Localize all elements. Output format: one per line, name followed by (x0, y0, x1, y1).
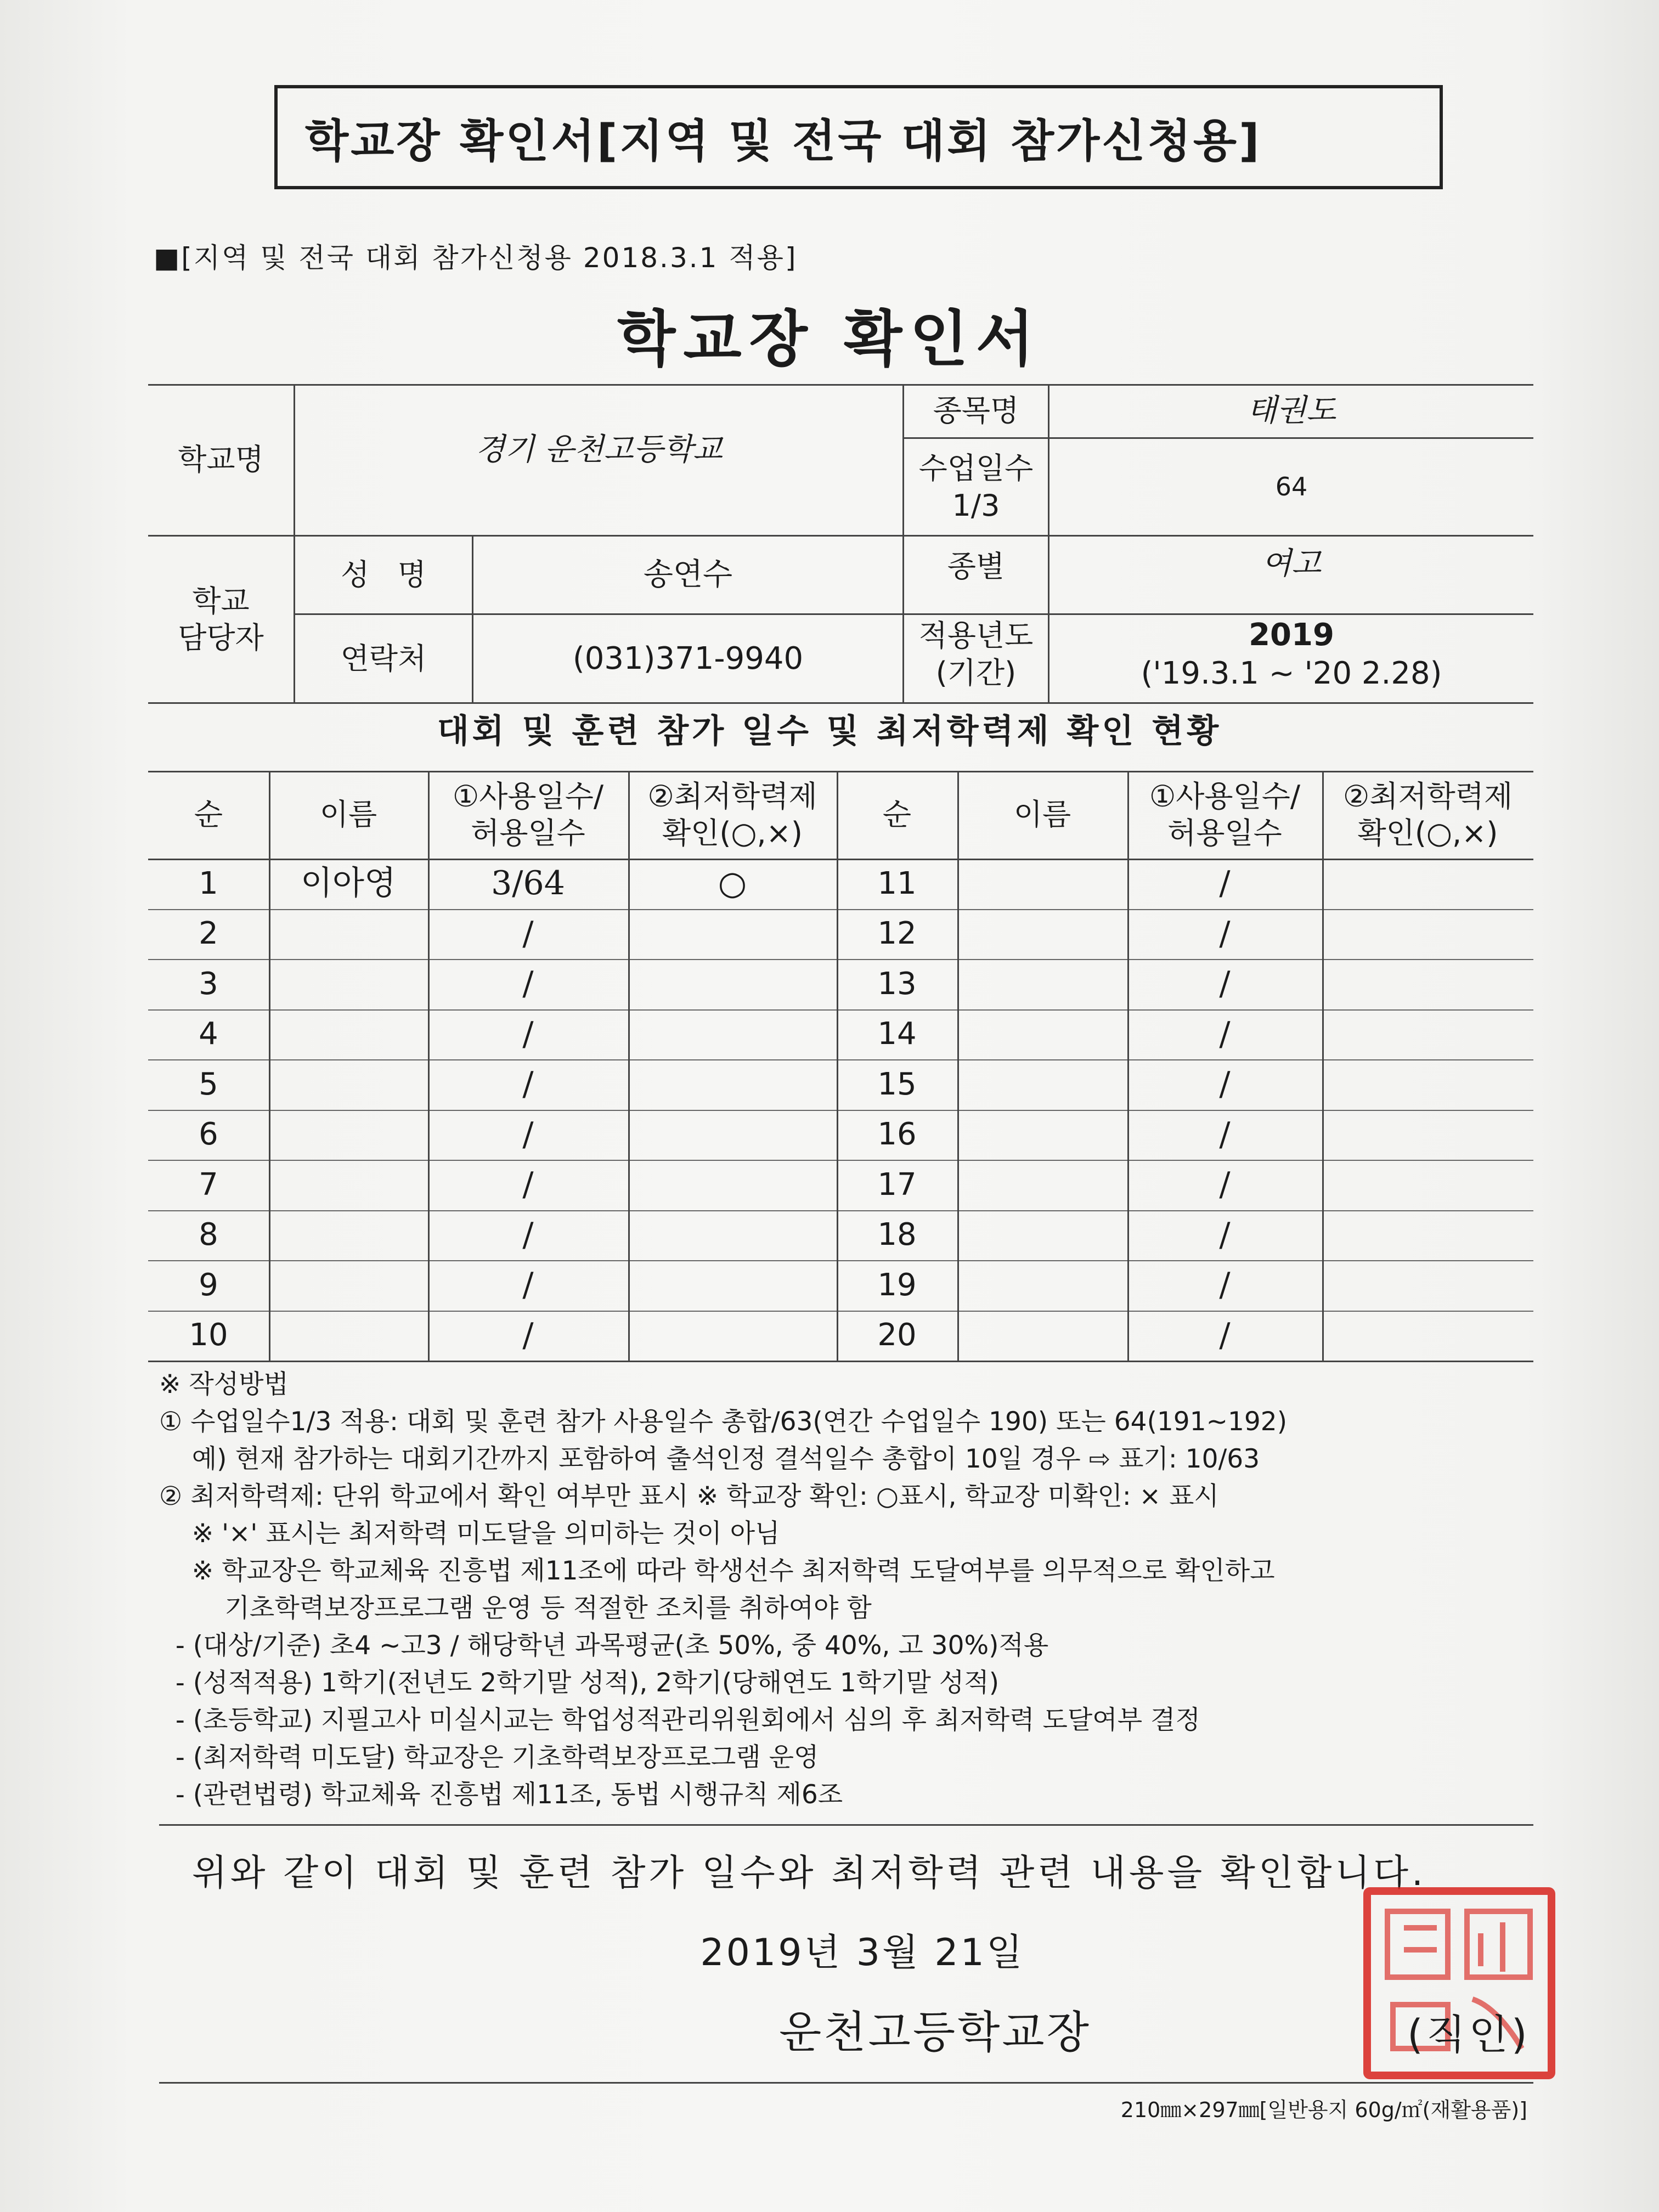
note-line: ※ '×' 표시는 최저학력 미도달을 의미하는 것이 아님 (159, 1519, 780, 1549)
manager-label-line2: 담당자 (178, 620, 264, 655)
table-cell-no: 5 (199, 1066, 218, 1102)
table-cell-check (1322, 959, 1533, 1009)
table-cell-no: 7 (199, 1166, 218, 1203)
table-header-line: 확인(○,×) (1357, 816, 1498, 850)
note-line: - (최저학력 미도달) 학교장은 기초학력보장프로그램 운영 (159, 1742, 819, 1773)
table-cell-check (1322, 1110, 1533, 1160)
table-cell-name (957, 1009, 1127, 1060)
event-label: 종목명 (933, 393, 1019, 428)
table-header-line: ②최저학력제 (647, 778, 817, 814)
table-cell-days: / (522, 964, 534, 1003)
table-cell-name (957, 1160, 1127, 1210)
school-label: 학교명 (178, 442, 264, 477)
table-cell-no: 4 (199, 1016, 218, 1052)
name-label: 성 명 (341, 557, 426, 592)
table-cell-name (957, 909, 1127, 960)
note-line: ① 수업일수1/3 적용: 대회 및 훈련 참가 사용일수 총합/63(연간 수업일수 190) 또는 64(191~192) (159, 1407, 1288, 1437)
table-cell-days: / (1219, 964, 1231, 1003)
year-label-line2: (기간) (935, 655, 1017, 690)
table-header-line: 허용일수 (1167, 816, 1282, 850)
table-cell-name (269, 909, 428, 960)
notes-heading: ※ 작성방법 (159, 1369, 289, 1400)
main-title: 학교장 확인서 (617, 304, 1042, 374)
table-header-line: ①사용일수/ (452, 778, 604, 814)
table-cell-check (628, 1260, 837, 1311)
table-cell-check (628, 1110, 837, 1160)
table-cell-no: 11 (877, 865, 917, 901)
note-line: - (성적적용) 1학기(전년도 2학기말 성적), 2학기(당해연도 1학기말 성적) (159, 1668, 1000, 1698)
paper-spec: 210㎜×297㎜[일반용지 60g/㎡(재활용품)] (1120, 2098, 1527, 2122)
table-cell-days: / (1219, 864, 1231, 903)
table-cell-check (628, 959, 837, 1009)
table-cell-no: 12 (877, 916, 917, 952)
table-cell-days: / (522, 1165, 534, 1204)
table-header-check (1322, 771, 1533, 859)
issue-date: 2019년 3월 21일 (700, 1931, 1025, 1974)
note-line: - (대상/기준) 초4 ~고3 / 해당학년 과목평균(초 50%, 중 40%, 고 30%)적용 (159, 1630, 1049, 1661)
table-cell-no: 10 (189, 1317, 228, 1353)
days-label (904, 439, 1048, 535)
info-rule (148, 702, 1533, 704)
table-cell-no: 13 (877, 966, 917, 1002)
form-tag: ■[지역 및 전국 대회 참가신청용 2018.3.1 적용] (154, 242, 798, 274)
table-cell-no: 14 (877, 1016, 917, 1052)
table-header-check (628, 771, 837, 859)
table-cell-check (1322, 1059, 1533, 1110)
writing-instructions (159, 1366, 1542, 1814)
seal-label: (직인) (1407, 2011, 1531, 2058)
table-cell-check (628, 1210, 837, 1261)
confirmation-statement: 위와 같이 대회 및 훈련 참가 일수와 최저학력 관련 내용을 확인합니다. (192, 1852, 1426, 1894)
table-cell-name (269, 1009, 428, 1060)
table-cell-days: / (522, 1316, 534, 1355)
table-cell-no: 6 (199, 1116, 218, 1153)
table-header-days (1127, 771, 1322, 859)
table-cell-no: 15 (877, 1066, 917, 1102)
table-header-line: 확인(○,×) (662, 816, 803, 850)
table-header-line: 허용일수 (471, 816, 585, 850)
table-cell-name (269, 1160, 428, 1210)
table-cell-check (628, 1311, 837, 1361)
table-cell-no: 3 (199, 966, 218, 1002)
table-cell-name (269, 1260, 428, 1311)
table-header-name: 이름 (1013, 797, 1071, 832)
table-cell-name (269, 959, 428, 1009)
year-label (904, 606, 1048, 702)
contact-label: 연락처 (340, 641, 427, 676)
note-line: ※ 학교장은 학교체육 진흥법 제11조에 따라 학생선수 최저학력 도달여부를 의무적으로 확인하고 (159, 1556, 1275, 1586)
table-cell-name (957, 1110, 1127, 1160)
table-rule (148, 1361, 1533, 1362)
table-cell-name (957, 1059, 1127, 1110)
table-cell-check (1322, 1311, 1533, 1361)
table-cell-no: 8 (199, 1217, 218, 1253)
table-cell-days: / (522, 1014, 534, 1053)
table-cell-days: / (1219, 1266, 1231, 1305)
table-cell-days: / (1219, 1014, 1231, 1053)
table-cell-days: / (1219, 914, 1231, 953)
note-line: 기초학력보장프로그램 운영 등 적절한 조치를 취하여야 함 (159, 1593, 872, 1623)
table-cell-check (1322, 859, 1533, 909)
table-cell-days: / (522, 914, 534, 953)
table-cell-no: 19 (877, 1267, 917, 1303)
school-value: 경기 운천고등학교 (475, 432, 723, 467)
table-cell-days: / (1219, 1165, 1231, 1204)
table-header-line: ①사용일수/ (1149, 778, 1301, 814)
footer-rule (159, 1824, 1533, 1826)
table-cell-days: / (1219, 1215, 1231, 1254)
note-line: 예) 현재 참가하는 대회기간까지 포함하여 출석인정 결석일수 총합이 10일 경우 ⇨ 표기: 10/63 (159, 1444, 1260, 1474)
type-label: 종별 (947, 549, 1005, 584)
event-value: 태권도 (1246, 392, 1336, 428)
table-cell-check (1322, 1260, 1533, 1311)
manager-label (148, 537, 294, 702)
table-header-no: 순 (194, 797, 223, 832)
table-cell-name (957, 859, 1127, 909)
table-cell-no: 18 (877, 1217, 917, 1253)
principal-title: 운천고등학교장 (779, 2007, 1091, 2058)
days-value: 64 (1275, 471, 1308, 501)
table-cell-check (628, 1160, 837, 1210)
table-cell-check (1322, 1210, 1533, 1261)
year-value (1049, 606, 1533, 702)
table-cell-name (957, 1260, 1127, 1311)
form-title-box: 학교장 확인서[지역 및 전국 대회 참가신청용] (274, 85, 1443, 189)
manager-label-line1: 학교 (192, 583, 250, 618)
table-cell-days: / (1219, 1115, 1231, 1154)
table-header-no: 순 (882, 797, 912, 832)
table-cell-days: / (522, 1065, 534, 1104)
table-header-line: ②최저학력제 (1342, 778, 1513, 814)
table-cell-days: / (522, 1115, 534, 1154)
table-cell-days: / (522, 1266, 534, 1305)
table-cell-check (1322, 1009, 1533, 1060)
table-cell-name: 이아영 (301, 864, 396, 903)
table-cell-name (269, 1059, 428, 1110)
table-cell-no: 20 (877, 1317, 917, 1353)
days-label-line1: 수업일수 (918, 451, 1034, 486)
table-cell-name (269, 1210, 428, 1261)
table-cell-days: 3/64 (491, 864, 565, 903)
table-cell-name (269, 1311, 428, 1361)
table-cell-check (628, 909, 837, 960)
table-cell-no: 1 (199, 865, 218, 901)
note-line: ② 최저학력제: 단위 학교에서 확인 여부만 표시 ※ 학교장 확인: ○표시, 학교장 미확인: × 표시 (159, 1481, 1219, 1511)
table-cell-name (957, 1311, 1127, 1361)
table-cell-no: 2 (199, 916, 218, 952)
table-cell-no: 9 (199, 1267, 218, 1303)
table-header-days (428, 771, 628, 859)
note-line: - (관련법령) 학교체육 진흥법 제11조, 동법 시행규칙 제6조 (159, 1780, 843, 1810)
table-cell-check (628, 1009, 837, 1060)
table-cell-name (269, 1110, 428, 1160)
table-cell-name (957, 959, 1127, 1009)
table-cell-no: 17 (877, 1166, 917, 1203)
type-value: 여고 (1261, 546, 1322, 582)
days-label-line2: 1/3 (952, 488, 1000, 523)
year-value-year: 2019 (1249, 617, 1334, 653)
table-cell-check (628, 1059, 837, 1110)
table-cell-days: / (1219, 1316, 1231, 1355)
year-label-line1: 적용년도 (918, 618, 1034, 653)
name-value: 송연수 (643, 557, 733, 592)
note-line: - (초등학교) 지필고사 미실시교는 학업성적관리위원회에서 심의 후 최저학력 도달여부 결정 (159, 1705, 1200, 1735)
year-value-period: ('19.3.1 ~ '20 2.28) (1141, 655, 1442, 691)
table-cell-name (957, 1210, 1127, 1261)
table-cell-days: / (522, 1215, 534, 1254)
table-title: 대회 및 훈련 참가 일수 및 최저학력제 확인 현황 (437, 712, 1222, 751)
table-cell-check (1322, 909, 1533, 960)
table-header-name: 이름 (319, 797, 377, 832)
bottom-rule (159, 2082, 1533, 2084)
table-cell-check: ○ (718, 864, 747, 903)
contact-value: (031)371-9940 (572, 640, 804, 676)
table-cell-check (1322, 1160, 1533, 1210)
table-cell-days: / (1219, 1065, 1231, 1104)
table-cell-no: 16 (877, 1116, 917, 1153)
